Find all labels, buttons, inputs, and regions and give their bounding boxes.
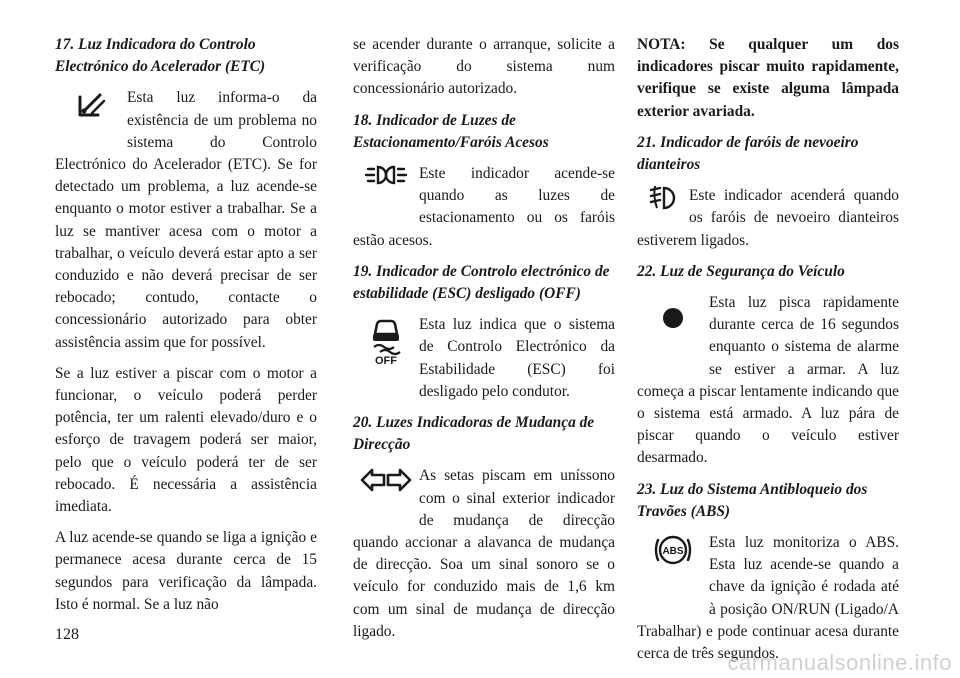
watermark: carmanualsonline.info	[727, 650, 952, 675]
vehicle-security-light-icon	[637, 292, 709, 380]
heading-esc-off: 19. Indicador de Controlo electrónico de estabilidade (ESC) desligado (OFF)	[353, 262, 610, 303]
vehicle-security-paragraph: Esta luz pisca rapidamente durante cerca de 16 segundos enquanto o sistema de alarme se estiver a armar. A luz começa a piscar lentamente indicando que o sistema está armado. A luz pára de piscar quando o veículo estiver desarmado.	[637, 294, 899, 467]
etc-paragraph-3: A luz acende-se quando se liga a ignição e permanece acesa durante cerca de 15 segundos para verificação da lâmpada. Isto é normal. Se a luz não	[55, 529, 317, 613]
turn-signal-paragraph: As setas piscam em uníssono com o sinal exterior indicador de mudança de direcção quando accionar a alavanca de mudança de direcção. Soa um sinal sonoro se o veículo for conduzido mais de 1,6 km com um sinal de mudança de direcção ligado.	[353, 467, 615, 640]
esc-off-paragraph: Esta luz indica que o sistema de Controlo Electrónico da Estabilidade (ESC) foi desligado pelo condutor.	[419, 316, 615, 400]
heading-etc: 17. Luz Indicadora do Controlo Electrónico do Acelerador (ETC)	[55, 36, 266, 76]
etc-paragraph-2: Se a luz estiver a piscar com o motor a funcionar, o veículo poderá perder potência, ter um ralenti elevado/duro e o esforço de travagem poderá ser maior, pelo que o veículo poderá ter de ser rebocado. É necessária a assistência imediata.	[55, 364, 317, 516]
throttle-icon	[55, 87, 127, 153]
fog-lights-paragraph: Este indicador acenderá quando os faróis de nevoeiro dianteiros estiverem ligados.	[637, 187, 899, 249]
front-fog-light-icon	[637, 185, 689, 229]
heading-fog-lights: 21. Indicador de faróis de nevoeiro dianteiros	[637, 133, 859, 174]
note-paragraph: NOTA: Se qualquer um dos indicadores piscar muito rapidamente, verifique se existe alguma lâmpada exterior avariada.	[637, 36, 899, 120]
heading-abs: 23. Luz do Sistema Antibloqueio dos Travões (ABS)	[637, 480, 868, 520]
etc-paragraph-continued: se acender durante o arranque, solicite a verificação do sistema num concessionário autorizado.	[353, 36, 615, 98]
column-1	[55, 34, 317, 625]
heading-parking-lights: 18. Indicador de Luzes de Estacionamento/Faróis Acesos	[353, 111, 549, 151]
esc-off-icon	[353, 314, 419, 402]
abs-icon-label: ABS	[662, 546, 684, 558]
heading-turn-signals: 20. Luzes Indicadoras de Mudança de Direcção	[353, 414, 595, 454]
turn-signal-arrows-icon	[353, 465, 419, 531]
parking-lights-paragraph: Este indicador acende-se quando as luzes de estacionamento ou os faróis estão acesos.	[353, 165, 615, 249]
page-number: 128	[55, 626, 79, 643]
abs-paragraph: Esta luz monitoriza o ABS. Esta luz acende-se quando a chave da ignição é rodada até à posição ON/RUN (Ligado/A Trabalhar) e pode continuar acesa durante cerca de três segundos.	[637, 534, 899, 663]
abs-icon	[637, 532, 709, 620]
heading-vehicle-security: 22. Luz de Segurança do Veículo	[637, 262, 845, 280]
column-3	[637, 34, 899, 674]
esc-icon-label: OFF	[375, 355, 397, 367]
parking-lights-icon	[353, 163, 419, 229]
column-2	[353, 34, 615, 652]
etc-paragraph-1: Esta luz informa-o da existência de um problema no sistema do Controlo Electrónico do Acelerador (ETC). Se for detectado um problema, a luz acende-se enquanto o motor estiver a trabalhar. Se a luz se mantiver acesa com o motor a trabalhar, o veículo deverá estar apto a ser conduzido e não deverá precisar de ser rebocado; contudo, contacte o concessionário autorizado para obter assistência assim que for possível.	[55, 89, 317, 351]
